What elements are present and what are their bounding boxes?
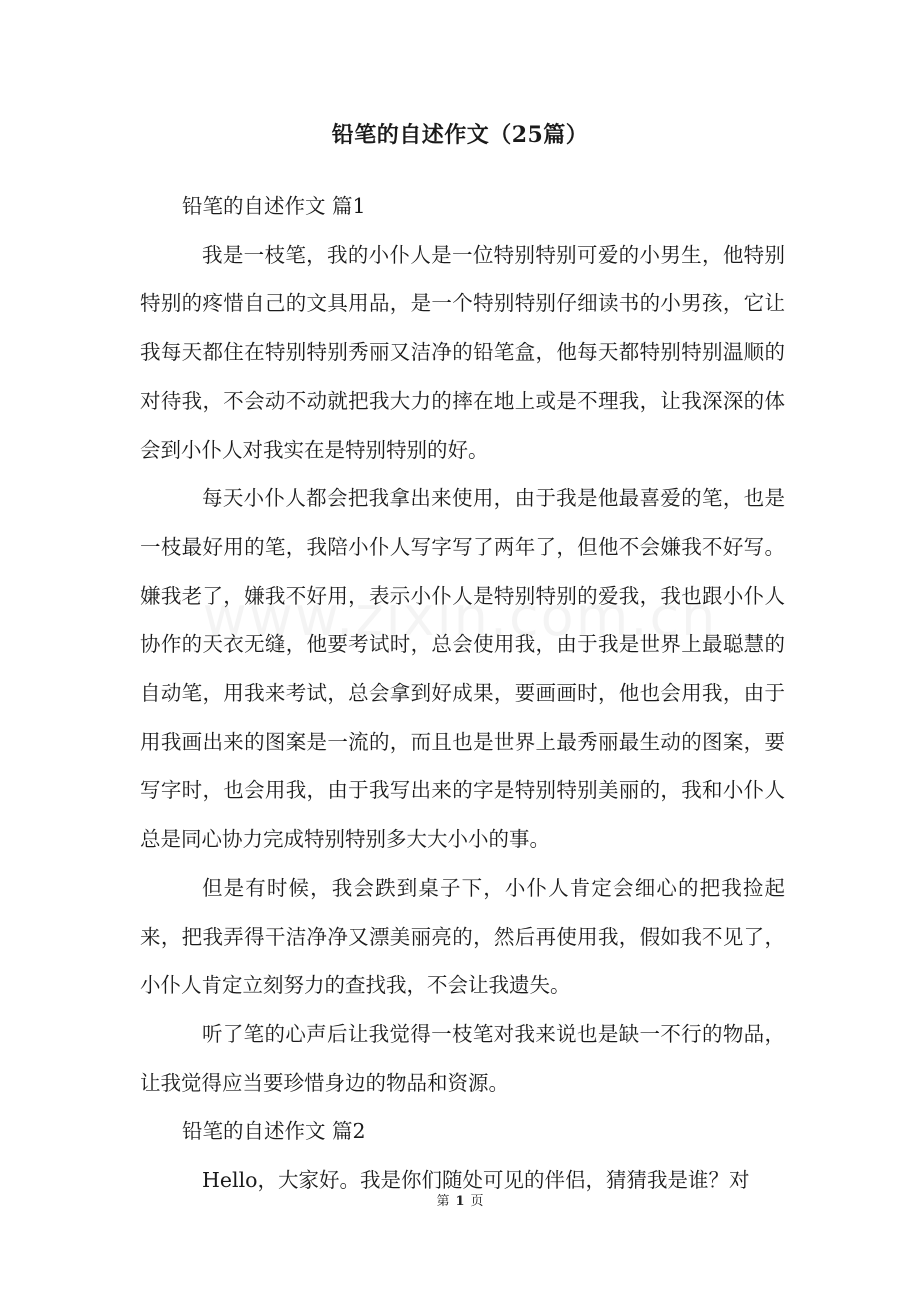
page-footer bbox=[0, 1190, 920, 1209]
footer-suffix: 页 bbox=[470, 1194, 484, 1209]
paragraph: 但是有时候，我会跌到桌子下，小仆人肯定会细心的把我捡起来，把我弄得干洁净净又漂美丽亮的，然后再使用我，假如我不见了，小仆人肯定立刻努力的查找我，不会让我遗失。 bbox=[140, 875, 785, 998]
section-heading: 铅笔的自述作文 篇2 bbox=[182, 1119, 366, 1144]
paragraph: Hello，大家好。我是你们随处可见的伴侣，猜猜我是谁？对 bbox=[202, 1168, 750, 1193]
document-body bbox=[140, 182, 785, 1205]
page-number: 1 bbox=[455, 1194, 465, 1209]
paragraph: 每天小仆人都会把我拿出来使用，由于我是他最喜爱的笔，也是一枝最好用的笔，我陪小仆人写字写了两年了，但他不会嫌我不好写。嫌我老了，嫌我不好用，表示小仆人是特别特别的爱我，我也跟小仆人协作的天衣无缝，他要考试时，总会使用我，由于我是世界上最聪慧的自动笔，用我来考试，总会拿到好成果，要画画时，他也会用我，由于用我画出来的图案是一流的，而且也是世界上最秀丽最生动的图案，要写字时，也会用我，由于我写出来的字是特别特别美丽的，我和小仆人总是同心协力完成特别特别多大大小小的事。 bbox=[140, 486, 785, 852]
section-heading: 铅笔的自述作文 篇1 bbox=[182, 194, 366, 218]
paragraph: 听了笔的心声后让我觉得一枝笔对我来说也是缺一不行的物品，让我觉得应当要珍惜身边的物品和资源。 bbox=[140, 1021, 785, 1095]
document-title: 铅笔的自述作文（25篇） bbox=[331, 122, 589, 148]
paragraph: 我是一枝笔，我的小仆人是一位特别特别可爱的小男生，他特别特别的疼惜自己的文具用品，是一个特别特别仔细读书的小男孩，它让我每天都住在特别特别秀丽又洁净的铅笔盒，他每天都特别特别温顺的对待我，不会动不动就把我大力的摔在地上或是不理我，让我深深的体会到小仆人对我实在是特别特别的好。 bbox=[140, 242, 785, 462]
footer-prefix: 第 bbox=[436, 1194, 450, 1209]
